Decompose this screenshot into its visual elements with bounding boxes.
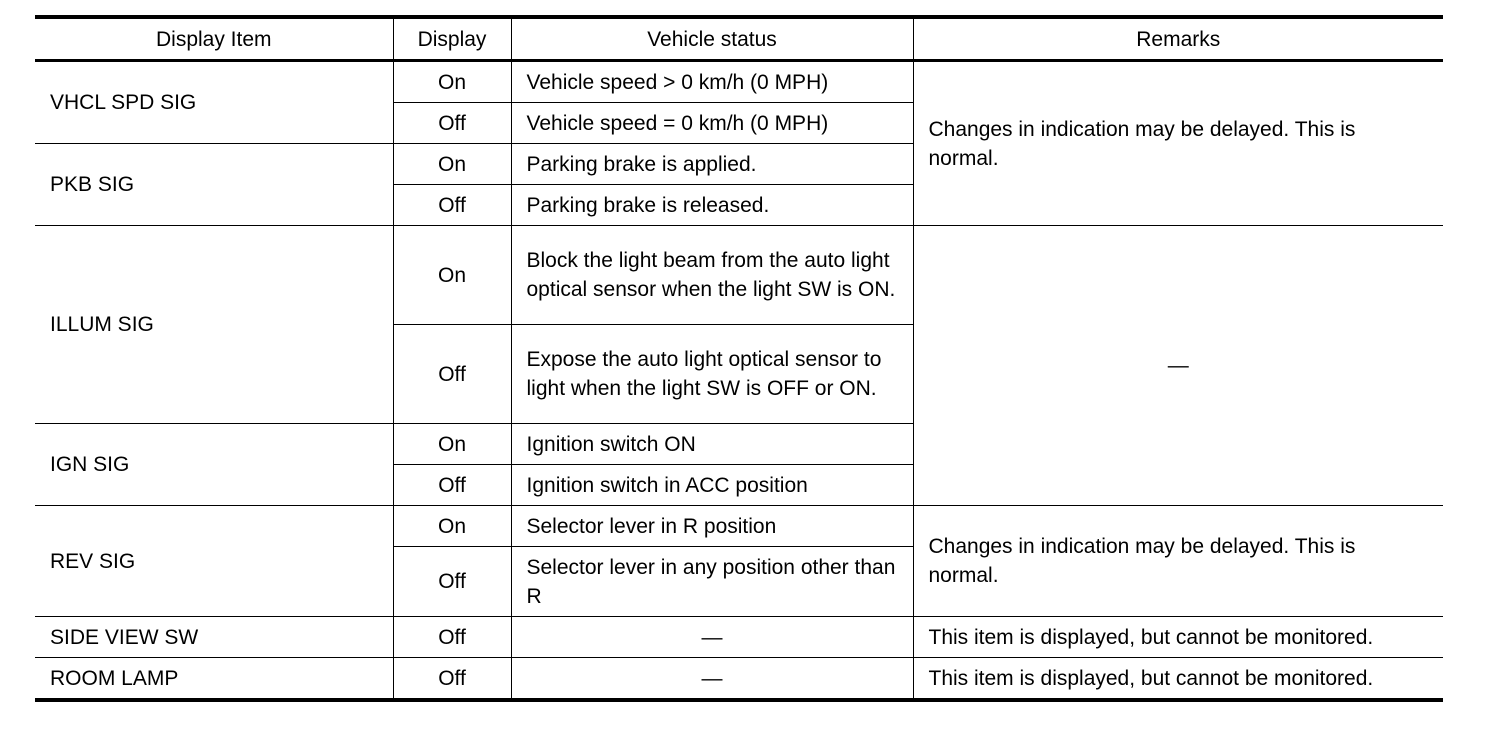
vehicle-status: Selector lever in R position	[511, 506, 913, 547]
vehicle-status: Block the light beam from the auto light optical sensor when the light SW is ON.	[511, 226, 913, 325]
display-value: Off	[393, 547, 511, 617]
table-row	[35, 506, 1443, 547]
item-illum-sig: ILLUM SIG	[35, 226, 393, 424]
display-value: Off	[393, 103, 511, 144]
vehicle-status: Expose the auto light optical sensor to light when the light SW is OFF or ON.	[511, 325, 913, 424]
item-ign-sig: IGN SIG	[35, 424, 393, 506]
table-header-row	[35, 17, 1443, 61]
display-value: On	[393, 144, 511, 185]
table-row	[35, 617, 1443, 658]
display-value: Off	[393, 185, 511, 226]
table-row	[35, 61, 1443, 103]
display-value: On	[393, 226, 511, 325]
table-row	[35, 226, 1443, 325]
item-room-lamp: ROOM LAMP	[35, 658, 393, 701]
display-value: On	[393, 424, 511, 465]
remarks-not-monitored: This item is displayed, but cannot be monitored.	[913, 658, 1443, 701]
vehicle-status: Parking brake is released.	[511, 185, 913, 226]
header-display: Display	[393, 17, 511, 61]
vehicle-status: Parking brake is applied.	[511, 144, 913, 185]
vehicle-status: Ignition switch ON	[511, 424, 913, 465]
header-remarks: Remarks	[913, 17, 1443, 61]
remarks-delayed: Changes in indication may be delayed. This is normal.	[913, 506, 1443, 617]
display-value: Off	[393, 325, 511, 424]
display-value: On	[393, 61, 511, 103]
vehicle-status: Ignition switch in ACC position	[511, 465, 913, 506]
table-row	[35, 658, 1443, 701]
vehicle-status: Vehicle speed > 0 km/h (0 MPH)	[511, 61, 913, 103]
header-display-item: Display Item	[35, 17, 393, 61]
remarks-delayed: Changes in indication may be delayed. This is normal.	[913, 61, 1443, 226]
item-rev-sig: REV SIG	[35, 506, 393, 617]
display-value: Off	[393, 465, 511, 506]
remarks-not-monitored: This item is displayed, but cannot be monitored.	[913, 617, 1443, 658]
item-vhcl-spd-sig: VHCL SPD SIG	[35, 61, 393, 144]
item-pkb-sig: PKB SIG	[35, 144, 393, 226]
display-value: Off	[393, 658, 511, 701]
header-vehicle-status: Vehicle status	[511, 17, 913, 61]
remarks-dash: —	[913, 226, 1443, 506]
vehicle-status: —	[511, 617, 913, 658]
vehicle-status: Selector lever in any position other than R	[511, 547, 913, 617]
vehicle-status: Vehicle speed = 0 km/h (0 MPH)	[511, 103, 913, 144]
vehicle-status: —	[511, 658, 913, 701]
item-side-view-sw: SIDE VIEW SW	[35, 617, 393, 658]
display-item-table	[35, 15, 1443, 702]
display-value: Off	[393, 617, 511, 658]
display-value: On	[393, 506, 511, 547]
